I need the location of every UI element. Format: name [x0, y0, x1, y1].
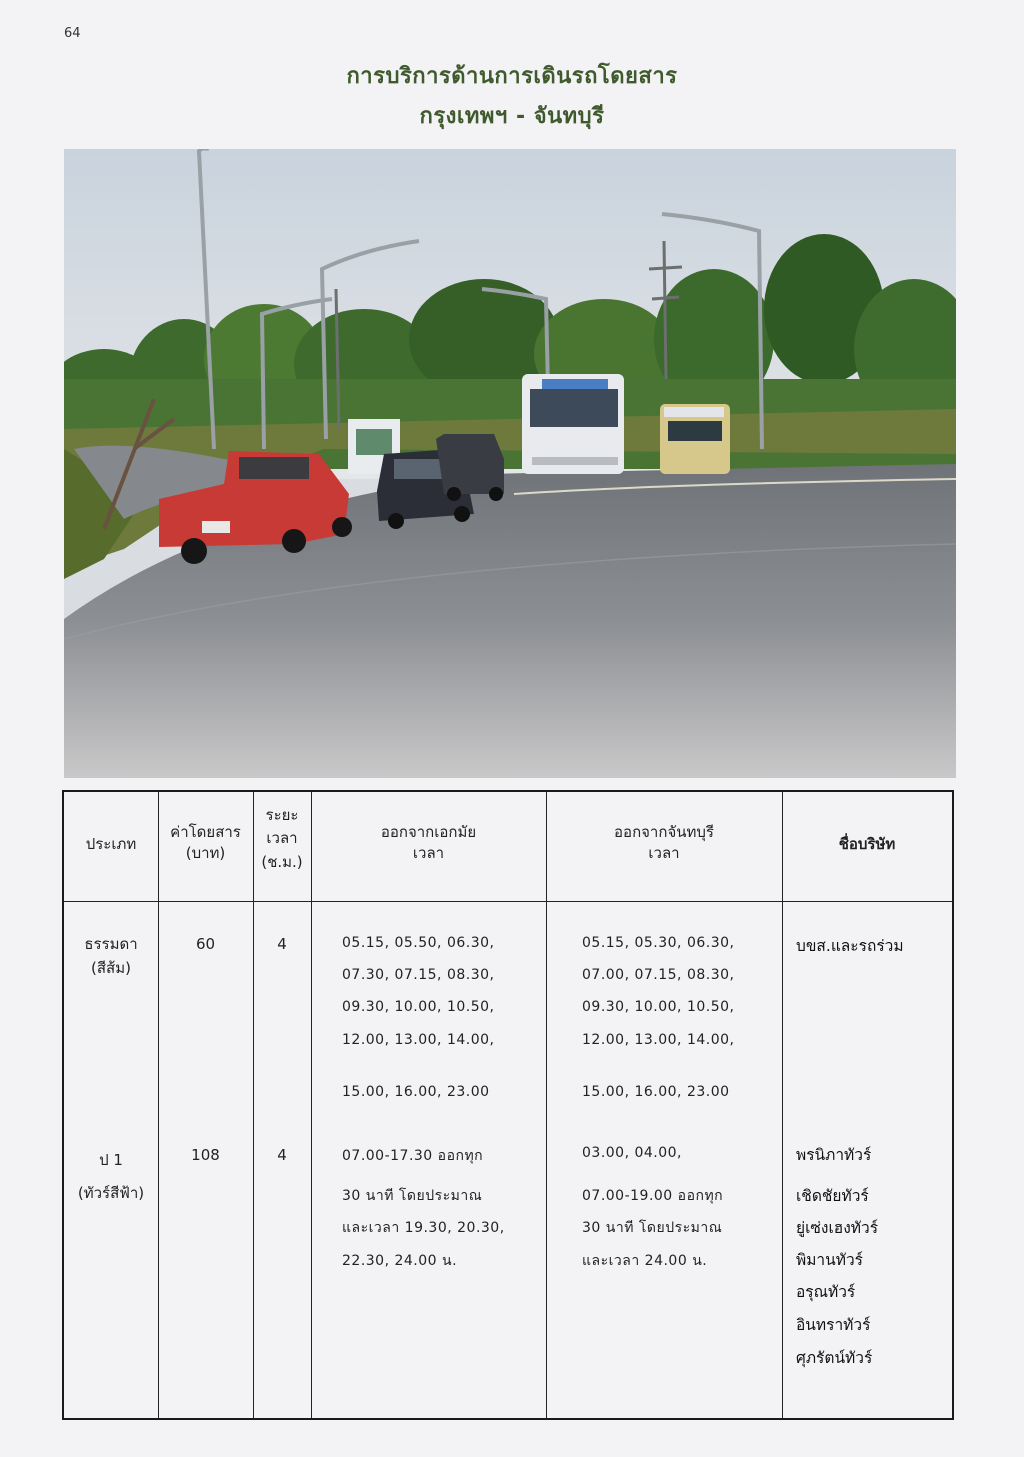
row2-company: อินทราทัวร์	[796, 1316, 871, 1334]
songthaew	[660, 404, 730, 474]
col-divider	[782, 792, 783, 1418]
pickup-dark	[436, 434, 504, 501]
header-duration-line2: เวลา	[266, 829, 298, 848]
row2-duration: 4	[277, 1146, 287, 1164]
header-duration-line1: ระยะ	[265, 806, 299, 824]
timetable	[62, 790, 954, 1420]
row1-type-line1: ธรรมดา	[84, 935, 138, 953]
header-duration-line3: (ช.ม.)	[261, 852, 303, 871]
row1-type	[64, 932, 158, 980]
row1-duration: 4	[277, 935, 287, 953]
row2-ekkamai-time: 07.00-17.30 ออกทุก	[342, 1148, 484, 1164]
header-duration	[253, 804, 311, 874]
row2-chanthaburi-time: 03.00, 04.00,	[582, 1145, 683, 1161]
row2-company: เชิดชัยทัวร์	[796, 1187, 869, 1205]
row2-type	[64, 1144, 158, 1210]
row1-chanthaburi-time: 07.00, 07.15, 08.30,	[582, 967, 735, 983]
road-photo	[64, 149, 956, 778]
row2-ekkamai-time: 30 นาที โดยประมาณ	[342, 1188, 483, 1204]
row1-chanthaburi-time: 09.30, 10.00, 10.50,	[582, 999, 735, 1015]
header-divider	[64, 901, 952, 902]
header-chanthaburi-line1: ออกจากจันทบุรี	[614, 823, 714, 841]
row2-fare: 108	[191, 1146, 220, 1164]
road-scene-illustration	[64, 149, 956, 778]
page-title: การบริการด้านการเดินรถโดยสาร	[346, 64, 678, 89]
row2-company: อรุณทัวร์	[796, 1283, 856, 1301]
row1-ekkamai-time: 15.00, 16.00, 23.00	[342, 1084, 490, 1100]
header-fare-line1: ค่าโดยสาร	[170, 823, 241, 841]
page-number: 64	[64, 26, 81, 41]
row2-company: พรนิภาทัวร์	[796, 1146, 872, 1164]
row1-ekkamai-time: 05.15, 05.50, 06.30,	[342, 935, 495, 951]
row1-chanthaburi-time: 12.00, 13.00, 14.00,	[582, 1032, 735, 1048]
header-fare	[158, 822, 253, 864]
row1-chanthaburi-time: 15.00, 16.00, 23.00	[582, 1084, 730, 1100]
row1-ekkamai-time: 12.00, 13.00, 14.00,	[342, 1032, 495, 1048]
page-subtitle: กรุงเทพฯ - จันทบุรี	[419, 104, 605, 129]
col-divider	[311, 792, 312, 1418]
row2-chanthaburi-time: 30 นาที โดยประมาณ	[582, 1220, 723, 1236]
header-fare-line2: (บาท)	[185, 844, 226, 862]
row1-type-line2: (สีส้ม)	[91, 959, 131, 977]
header-ekkamai	[311, 822, 546, 864]
header-chanthaburi-line2: เวลา	[648, 844, 680, 862]
row1-ekkamai-time: 09.30, 10.00, 10.50,	[342, 999, 495, 1015]
row2-ekkamai-time: 22.30, 24.00 น.	[342, 1253, 458, 1269]
header-chanthaburi	[546, 822, 782, 864]
row1-fare: 60	[195, 935, 216, 953]
row1-company: บขส.และรถร่วม	[796, 937, 904, 955]
row1-chanthaburi-time: 05.15, 05.30, 06.30,	[582, 935, 735, 951]
col-divider	[158, 792, 159, 1418]
row2-chanthaburi-time: และเวลา 24.00 น.	[582, 1253, 708, 1269]
header-company: ชื่อบริษัท	[838, 835, 896, 853]
col-divider	[253, 792, 254, 1418]
row2-company: พิมานทัวร์	[796, 1251, 863, 1269]
header-type: ประเภท	[85, 835, 137, 853]
bus	[522, 374, 624, 474]
header-ekkamai-line2: เวลา	[412, 844, 445, 862]
row2-type-line2: (ทัวร์สีฟ้า)	[77, 1184, 145, 1202]
row2-company: ศุภรัตน์ทัวร์	[796, 1349, 873, 1367]
row2-company: ยู่เซ่งเฮงทัวร์	[796, 1219, 879, 1237]
row2-ekkamai-time: และเวลา 19.30, 20.30,	[342, 1220, 505, 1236]
row2-chanthaburi-time: 07.00-19.00 ออกทุก	[582, 1188, 724, 1204]
header-ekkamai-line1: ออกจากเอกมัย	[380, 823, 477, 841]
row2-type-line1: ป 1	[99, 1151, 123, 1169]
col-divider	[546, 792, 547, 1418]
row1-ekkamai-time: 07.30, 07.15, 08.30,	[342, 967, 495, 983]
